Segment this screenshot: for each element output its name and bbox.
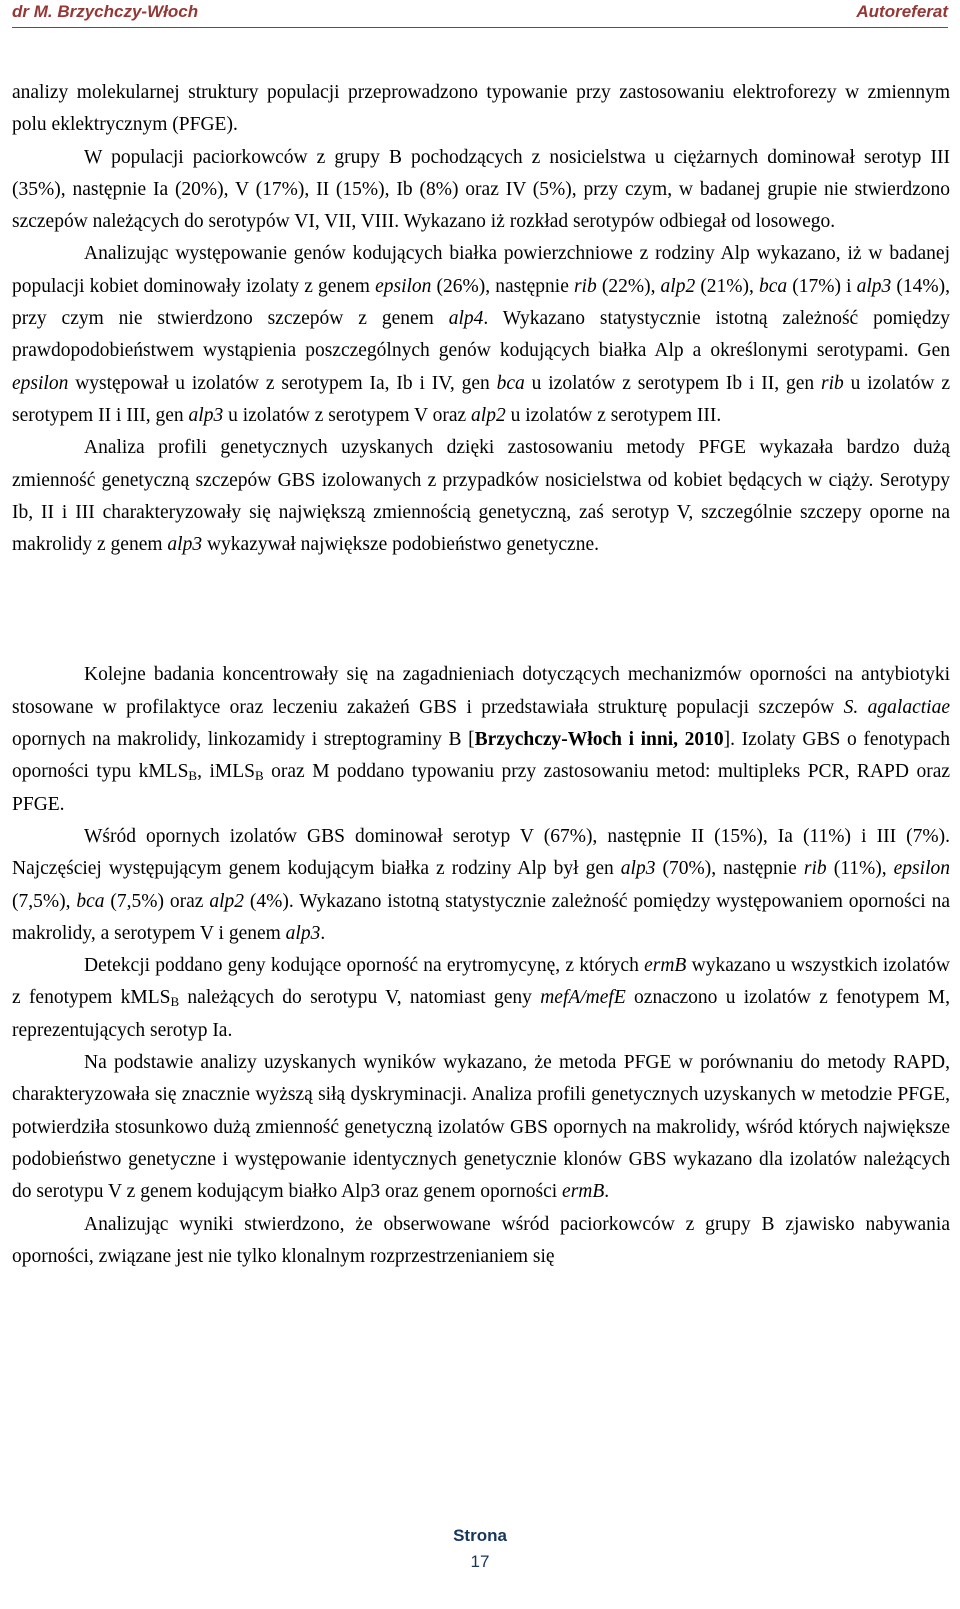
text-run: W populacji paciorkowców z grupy B pochodzących z nosicielstwa u ciężarnych dominował serotyp III (35%), następnie Ia (20%), V (17%), II (15%), Ib (8%) oraz IV (5%), przy czym, w badanej grupie nie stwierdzono szczepów należących do serotypów VI, VII, VIII. Wykazano iż rozkład serotypów odbiegał od losowego. bbox=[12, 146, 950, 233]
italic-term: rib bbox=[573, 275, 597, 297]
text-run: . Wykazano statystycznie istotną zależność pomiędzy prawdopodobieństwem wystąpienia poszczególnych genów kodujących białka Alp a określonymi serotypami. Gen bbox=[12, 308, 950, 362]
italic-term: bca bbox=[759, 275, 788, 297]
italic-term: rib bbox=[821, 372, 844, 394]
italic-term: alp3 bbox=[188, 404, 224, 426]
citation-text: Brzychczy-Włoch i inni, 2010 bbox=[474, 729, 724, 751]
paragraph bbox=[12, 142, 950, 239]
paragraph bbox=[12, 659, 950, 820]
text-run: (14%), przy czym nie stwierdzono szczepów z genem bbox=[12, 275, 951, 330]
text-run: (70%), następnie bbox=[655, 858, 804, 880]
text-run: Wśród opornych izolatów GBS dominował serotyp V (67%), następnie II (15%), Ia (11%) i III (7%). Najczęściej występującym genem kodującym białka z rodziny Alp był gen bbox=[12, 825, 950, 880]
text-run: u izolatów z serotypem Ib i II, gen bbox=[524, 372, 822, 394]
text-run: . bbox=[604, 1181, 610, 1203]
text-run: wykazano u wszystkich izolatów z fenotypem kMLS bbox=[12, 955, 950, 1009]
text-run: (22%), bbox=[596, 275, 661, 297]
text-run: (21%), bbox=[695, 275, 760, 297]
text-run: występował u izolatów z serotypem Ia, Ib i IV, gen bbox=[68, 372, 497, 394]
text-run: oznaczono u izolatów z fenotypem M, reprezentujących serotyp Ia. bbox=[12, 987, 950, 1041]
italic-term: bca bbox=[496, 372, 525, 394]
paragraph bbox=[12, 821, 950, 950]
italic-term: alp2 bbox=[209, 890, 244, 912]
italic-term: bca bbox=[76, 890, 105, 912]
text-run: Na podstawie analizy uzyskanych wyników wykazano, że metoda PFGE w porównaniu do metody RAPD, charakteryzowała się znacznie wyższą siłą dyskryminacji. Analiza profili genetycznych uzyskanych w metodzie PFGE, potwierdziła stosunkowo dużą zmienność genetyczną izolatów GBS opornych na makrolidy, wśród których największe podobieństwo genetyczne i występowanie identycznych genetycznie klonów GBS wykazano dla izolatów należących do serotypu V z genem kodującym białko Alp3 oraz genem oporności bbox=[12, 1052, 950, 1203]
text-run: analizy molekularnej struktury populacji przeprowadzono typowanie przy zastosowaniu elektroforezy w zmiennym polu eklektrycznym (PFGE). bbox=[12, 82, 950, 136]
italic-term: ermB bbox=[562, 1181, 605, 1203]
italic-term: alp3 bbox=[856, 275, 892, 297]
text-run: (26%), następnie bbox=[431, 275, 574, 297]
italic-term: epsilon bbox=[893, 858, 950, 880]
paragraph bbox=[12, 950, 950, 1047]
paragraph bbox=[12, 432, 950, 561]
text-run: (7,5%) oraz bbox=[104, 890, 210, 912]
italic-term: alp3 bbox=[620, 858, 656, 880]
text-run: Analiza profili genetycznych uzyskanych dzięki zastosowaniu metody PFGE wykazała bardzo dużą zmienność genetyczną szczepów GBS izolowanych z przypadków nosicielstwa od kobiet będących w ciąży. Serotypy Ib, II i III charakteryzowały się największą zmiennością genetyczną, zaś serotyp V, szczególnie szczepy oporne na makrolidy z genem bbox=[12, 437, 950, 556]
italic-term: alp4 bbox=[448, 308, 484, 330]
text-run: oraz M poddano typowaniu przy zastosowaniu metod: multipleks PCR, RAPD oraz PFGE. bbox=[12, 761, 951, 815]
italic-term: epsilon bbox=[12, 372, 69, 394]
italic-term: rib bbox=[803, 858, 827, 880]
italic-term: mefA/mefE bbox=[540, 987, 626, 1009]
text-run: u izolatów z serotypem III. bbox=[505, 404, 722, 426]
text-run: (4%). Wykazano istotną statystycznie zależność pomiędzy występowaniem oporności na makrolidy, a serotypem V i genem bbox=[12, 890, 950, 944]
paragraph bbox=[12, 1047, 950, 1208]
subscript-text: B bbox=[188, 768, 198, 784]
text-run: Analizując wyniki stwierdzono, że obserwowane wśród paciorkowców z grupy B zjawisko nabywania oporności, związane jest nie tylko klonalnym rozprzestrzenianiem się bbox=[12, 1213, 950, 1267]
subscript-text: B bbox=[170, 994, 180, 1010]
italic-term: alp3 bbox=[167, 534, 203, 556]
body-text bbox=[12, 77, 950, 1273]
italic-term: alp2 bbox=[660, 275, 696, 297]
page-number: 17 bbox=[470, 1552, 490, 1571]
italic-term: S. agalactiae bbox=[843, 696, 950, 718]
text-run: (17%) i bbox=[787, 275, 857, 297]
text-run: . bbox=[320, 922, 326, 944]
text-run: wykazywał największe podobieństwo genetyczne. bbox=[202, 534, 599, 556]
text-run: należących do serotypu V, natomiast geny bbox=[179, 987, 541, 1009]
section-gap bbox=[12, 561, 950, 659]
header-doc-type: Autoreferat bbox=[856, 2, 948, 21]
text-run: (7,5%), bbox=[12, 890, 77, 912]
text-run: opornych na makrolidy, linkozamidy i streptograminy B [ bbox=[12, 729, 475, 751]
subscript-text: B bbox=[254, 768, 264, 784]
page-header bbox=[12, 0, 948, 28]
text-run: Kolejne badania koncentrowały się na zagadnieniach dotyczących mechanizmów oporności na antybiotyki stosowane w profilaktyce oraz leczeniu zakażeń GBS i przedstawiała strukturę populacji szczepów bbox=[12, 664, 950, 718]
text-run: Detekcji poddano geny kodujące oporność na erytromycynę, z których bbox=[84, 955, 645, 977]
paragraph bbox=[12, 1209, 950, 1274]
italic-term: alp3 bbox=[285, 922, 321, 944]
paragraph bbox=[12, 77, 950, 142]
page-footer bbox=[0, 1523, 960, 1575]
text-run: , iMLS bbox=[197, 761, 255, 783]
italic-term: epsilon bbox=[375, 275, 432, 297]
paragraph bbox=[12, 238, 950, 432]
text-run: u izolatów z serotypem V oraz bbox=[223, 404, 472, 426]
italic-term: ermB bbox=[644, 955, 687, 977]
footer-label: Strona bbox=[453, 1526, 507, 1545]
italic-term: alp2 bbox=[471, 404, 506, 426]
text-run: Analizując występowanie genów kodujących białka powierzchniowe z rodziny Alp wykazano, iż w badanej populacji kobiet dominowały izolaty z genem bbox=[12, 243, 950, 297]
text-run: (11%), bbox=[826, 858, 894, 880]
text-run: ]. Izolaty GBS o fenotypach oporności typu kMLS bbox=[12, 729, 950, 783]
text-run: u izolatów z serotypem II i III, gen bbox=[12, 372, 950, 426]
header-author: dr M. Brzychczy-Włoch bbox=[12, 2, 199, 21]
